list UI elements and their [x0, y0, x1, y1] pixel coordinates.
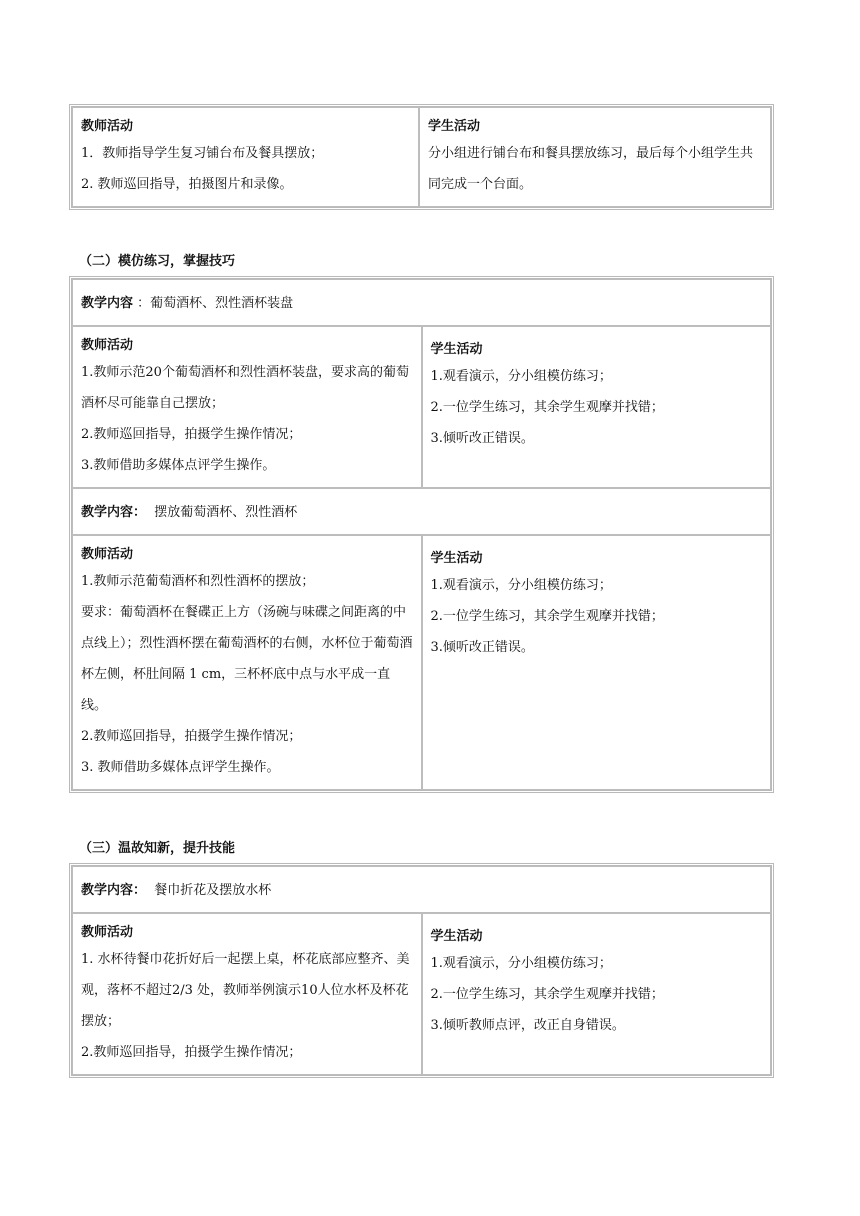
teacher-activity-header: 教师活动 — [81, 338, 134, 353]
student-activity-header: 学生活动 — [430, 342, 483, 357]
student-activity-cell — [419, 107, 771, 207]
section-title-review-improve: （三）温故知新，提升技能 — [79, 841, 236, 856]
teaching-content-cell — [72, 866, 771, 913]
teaching-content-label: 教学内容 — [81, 296, 134, 311]
teaching-content-label: 教学内容： — [81, 505, 147, 520]
activity-table-review — [69, 104, 774, 210]
teaching-content-cell — [72, 279, 771, 326]
teacher-activity-cell — [72, 913, 422, 1075]
teacher-activity-line: 1.教师示范葡萄酒杯和烈性酒杯的摆放； — [81, 574, 315, 589]
student-activity-line: 3.倾听改正错误。 — [430, 431, 534, 446]
student-activity-line: 2.一位学生练习，其余学生观摩并找错； — [430, 400, 664, 415]
teaching-content-label: 教学内容： — [81, 883, 147, 898]
student-activity-cell — [422, 913, 772, 1075]
student-activity-header: 学生活动 — [430, 929, 483, 944]
teacher-activity-line: 1．教师指导学生复习铺台布及餐具摆放； — [81, 146, 324, 161]
activity-table-imitation — [69, 276, 774, 793]
teacher-activity-cell — [72, 326, 422, 488]
student-activity-cell — [422, 326, 772, 488]
teaching-content-cell — [72, 488, 771, 535]
student-activity-text: 分小组进行铺台布和餐具摆放练习，最后每个小组学生共同完成一个台面。 — [428, 146, 754, 192]
student-activity-line: 3.倾听改正错误。 — [430, 640, 534, 655]
student-activity-line: 3.倾听教师点评，改正自身错误。 — [430, 1018, 625, 1033]
student-activity-line: 2.一位学生练习，其余学生观摩并找错； — [430, 987, 664, 1002]
teacher-activity-line: 2.教师巡回指导，拍摄学生操作情况； — [81, 427, 302, 442]
teaching-content-text: 餐巾折花及摆放水杯 — [154, 883, 272, 898]
student-activity-line: 2.一位学生练习，其余学生观摩并找错； — [430, 609, 664, 624]
teacher-activity-cell — [72, 107, 419, 207]
teacher-activity-line: 1.教师示范20个葡萄酒杯和烈性酒杯装盘，要求高的葡萄酒杯尽可能靠自己摆放； — [81, 365, 409, 411]
student-activity-line: 1.观看演示，分小组模仿练习； — [430, 369, 612, 384]
teacher-activity-line: 3.教师借助多媒体点评学生操作。 — [81, 458, 276, 473]
teacher-activity-cell — [72, 535, 422, 790]
student-activity-header: 学生活动 — [428, 119, 481, 134]
teacher-activity-line: 2.教师巡回指导，拍摄学生操作情况； — [81, 1045, 302, 1060]
teacher-activity-line: 3. 教师借助多媒体点评学生操作。 — [81, 760, 280, 775]
student-activity-line: 1.观看演示，分小组模仿练习； — [430, 956, 612, 971]
section-title-imitation: （二）模仿练习，掌握技巧 — [79, 254, 236, 269]
teacher-activity-header: 教师活动 — [81, 119, 134, 134]
teacher-activity-line: 2.教师巡回指导，拍摄学生操作情况； — [81, 729, 302, 744]
teacher-activity-header: 教师活动 — [81, 547, 134, 562]
teaching-content-text: 摆放葡萄酒杯、烈性酒杯 — [154, 505, 298, 520]
student-activity-line: 1.观看演示，分小组模仿练习； — [430, 578, 612, 593]
student-activity-header: 学生活动 — [430, 551, 483, 566]
teacher-activity-line: 要求：葡萄酒杯在餐碟正上方（汤碗与味碟之间距离的中点线上）；烈性酒杯摆在葡萄酒杯的右侧，水杯位于葡萄酒杯左侧，杯肚间隔 1 cm，三杯杯底中点与水平成一直线。 — [81, 605, 413, 713]
activity-table-napkin — [69, 863, 774, 1078]
teacher-activity-line: 2. 教师巡回指导，拍摄图片和录像。 — [81, 177, 293, 192]
teaching-content-text: ：葡萄酒杯、烈性酒杯装盘 — [133, 296, 294, 311]
student-activity-cell — [422, 535, 772, 790]
teacher-activity-header: 教师活动 — [81, 925, 134, 940]
teacher-activity-line: 1. 水杯待餐巾花折好后一起摆上桌，杯花底部应整齐、美观，落杯不超过2/3 处，教师举例演示10人位水杯及杯花摆放； — [81, 952, 410, 1029]
document-page — [69, 104, 774, 1078]
